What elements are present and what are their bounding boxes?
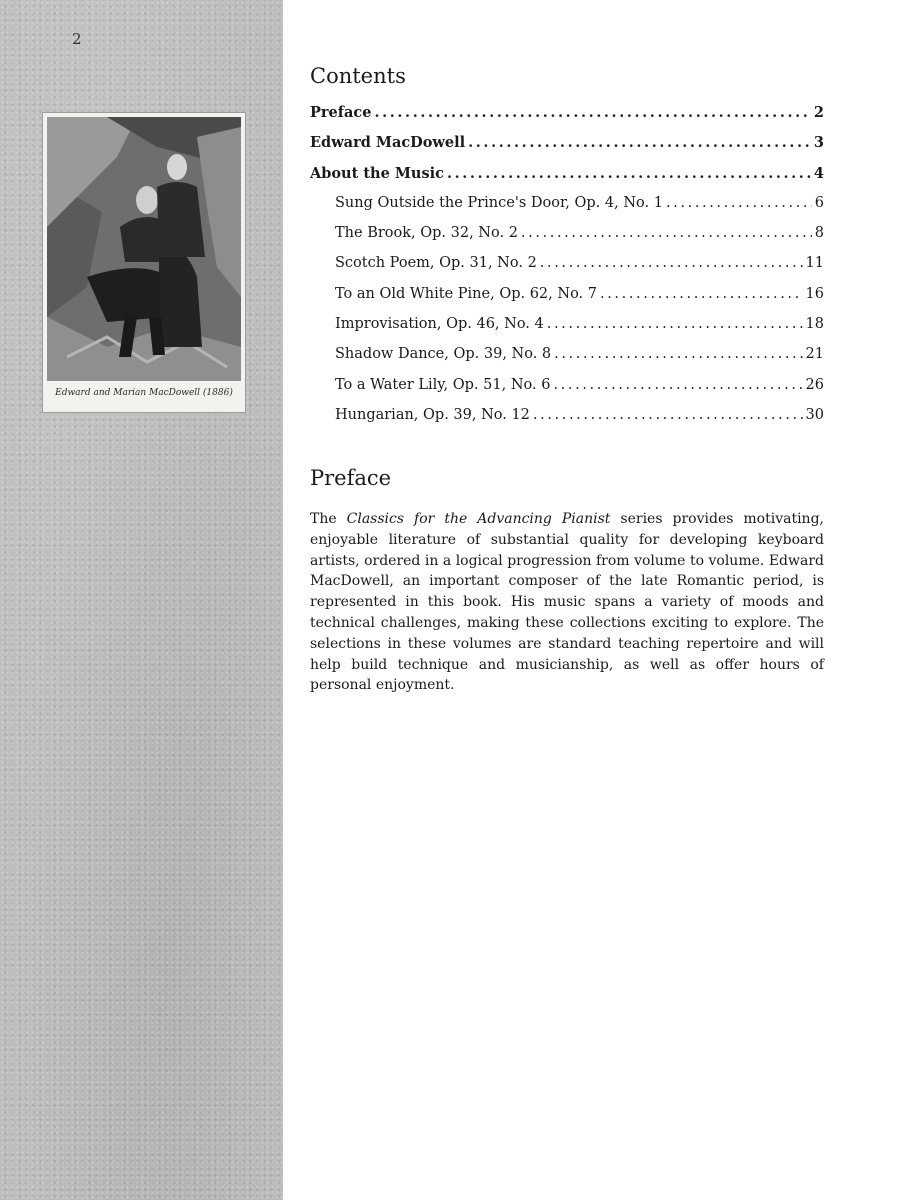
toc-entry (310, 346, 824, 376)
toc-entry-title: To an Old White Pine, Op. 62, No. 7 (335, 285, 597, 302)
preface-paragraph (310, 509, 824, 696)
toc-entry-page: 16 (805, 285, 824, 302)
series-title: Classics for the Advancing Pianist (346, 511, 611, 527)
toc-entry-title: Scotch Poem, Op. 31, No. 2 (335, 255, 537, 272)
toc-dot-leader (600, 286, 803, 302)
toc-dot-leader (666, 195, 812, 211)
toc-entry (310, 407, 824, 437)
toc-entry-page: 18 (805, 316, 824, 333)
toc-entry-title: Hungarian, Op. 39, No. 12 (335, 406, 530, 423)
toc-entry-page: 11 (805, 255, 824, 272)
toc-entry-page: 6 (814, 194, 824, 211)
contents-heading: Contents (310, 64, 406, 88)
toc-entry-page: 30 (805, 406, 824, 423)
toc-entry (310, 195, 824, 225)
toc-entry-title: To a Water Lily, Op. 51, No. 6 (335, 376, 551, 393)
toc-entry-title: The Brook, Op. 32, No. 2 (335, 225, 518, 242)
toc-entry-title: About the Music (310, 164, 444, 182)
toc-entry (310, 316, 824, 346)
table-of-contents (310, 104, 824, 437)
toc-dot-leader (540, 255, 803, 271)
toc-dot-leader (374, 104, 810, 121)
page-number: 2 (72, 30, 82, 48)
toc-entry-title: Preface (310, 104, 372, 121)
toc-dot-leader (521, 225, 812, 241)
toc-entry (310, 225, 824, 255)
toc-entry (310, 377, 824, 407)
toc-dot-leader (447, 165, 811, 182)
toc-dot-leader (547, 316, 803, 332)
portrait-photo (47, 117, 241, 381)
toc-entry-page: 4 (813, 164, 824, 182)
preface-text-start: The (310, 511, 347, 527)
toc-entry-page: 3 (813, 134, 824, 152)
toc-entry-title: Shadow Dance, Op. 39, No. 8 (335, 346, 552, 363)
toc-entry (310, 104, 824, 134)
toc-entry-page: 2 (813, 104, 824, 121)
photo-frame (43, 113, 245, 412)
toc-entry-page: 8 (814, 225, 824, 242)
preface-text-rest: series provides motivating, enjoyable literature of substantial quality for developing keyboard artists, ordered in a logical progression from volume to volume. Edward MacDowell, an important composer of the late Romantic period, is represented in this book. His music spans a variety of moods and technical challenges, making these collections exciting to explore. The selections in these volumes are standard teaching repertoire and will help build technique and musicianship, as well as offer hours of personal enjoyment. (310, 511, 824, 694)
toc-entry-title: Sung Outside the Prince's Door, Op. 4, No. 1 (335, 194, 663, 211)
toc-entry (310, 286, 824, 316)
toc-entry (310, 134, 824, 164)
toc-entry-title: Edward MacDowell (310, 134, 466, 152)
toc-dot-leader (468, 134, 811, 151)
preface-heading: Preface (310, 466, 392, 490)
toc-entry-title: Improvisation, Op. 46, No. 4 (335, 316, 544, 333)
toc-dot-leader (554, 346, 802, 362)
toc-entry-page: 21 (805, 346, 824, 363)
photo-caption: Edward and Marian MacDowell (1886) (55, 388, 233, 398)
toc-entry (310, 255, 824, 285)
toc-entry (310, 165, 824, 195)
toc-dot-leader (553, 377, 802, 393)
toc-entry-page: 26 (805, 376, 824, 393)
toc-dot-leader (533, 407, 803, 423)
